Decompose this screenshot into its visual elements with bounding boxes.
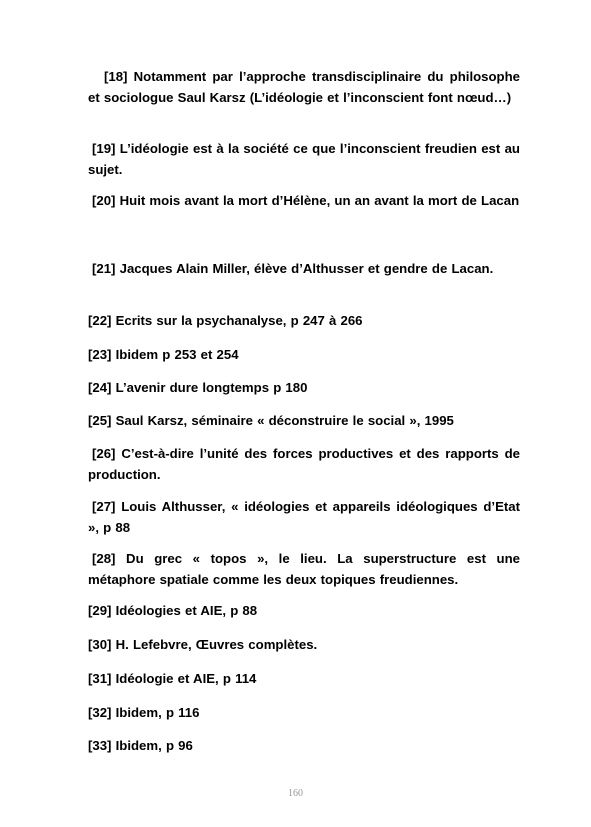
footnote-21: [21] Jacques Alain Miller, élève d’Althusser et gendre de Lacan.	[92, 261, 494, 276]
footnote-26: [26] C’est-à-dire l’unité des forces productives et des rapports de production.	[88, 446, 520, 482]
footnote-32: [32] Ibidem, p 116	[88, 705, 200, 720]
footnote-24: [24] L’avenir dure longtemps p 180	[88, 380, 308, 395]
footnote-22: [22] Ecrits sur la psychanalyse, p 247 à 266	[88, 313, 363, 328]
footnote-18: [18] Notamment par l’approche transdisciplinaire du philosophe et sociologue Saul Karsz (L’idéologie et l’inconscient font nœud…)	[88, 69, 520, 105]
footnote-20: [20] Huit mois avant la mort d’Hélène, un an avant la mort de Lacan	[92, 193, 520, 208]
footnote-30: [30] H. Lefebvre, Œuvres complètes.	[88, 637, 318, 652]
footnote-28: [28] Du grec « topos », le lieu. La superstructure est une métaphore spatiale comme les deux topiques freudiennes.	[88, 551, 520, 587]
footnote-23: [23] Ibidem p 253 et 254	[88, 347, 239, 362]
footnote-25: [25] Saul Karsz, séminaire « déconstruire le social », 1995	[88, 413, 454, 428]
footnote-33: [33] Ibidem, p 96	[88, 738, 193, 753]
page-number: 160	[288, 788, 303, 799]
footnote-19: [19] L’idéologie est à la société ce que l’inconscient freudien est au sujet.	[88, 141, 520, 177]
footnote-31: [31] Idéologie et AIE, p 114	[88, 671, 257, 686]
footnote-29: [29] Idéologies et AIE, p 88	[88, 603, 258, 618]
footnote-27: [27] Louis Althusser, « idéologies et appareils idéologiques d’Etat », p 88	[88, 499, 520, 535]
